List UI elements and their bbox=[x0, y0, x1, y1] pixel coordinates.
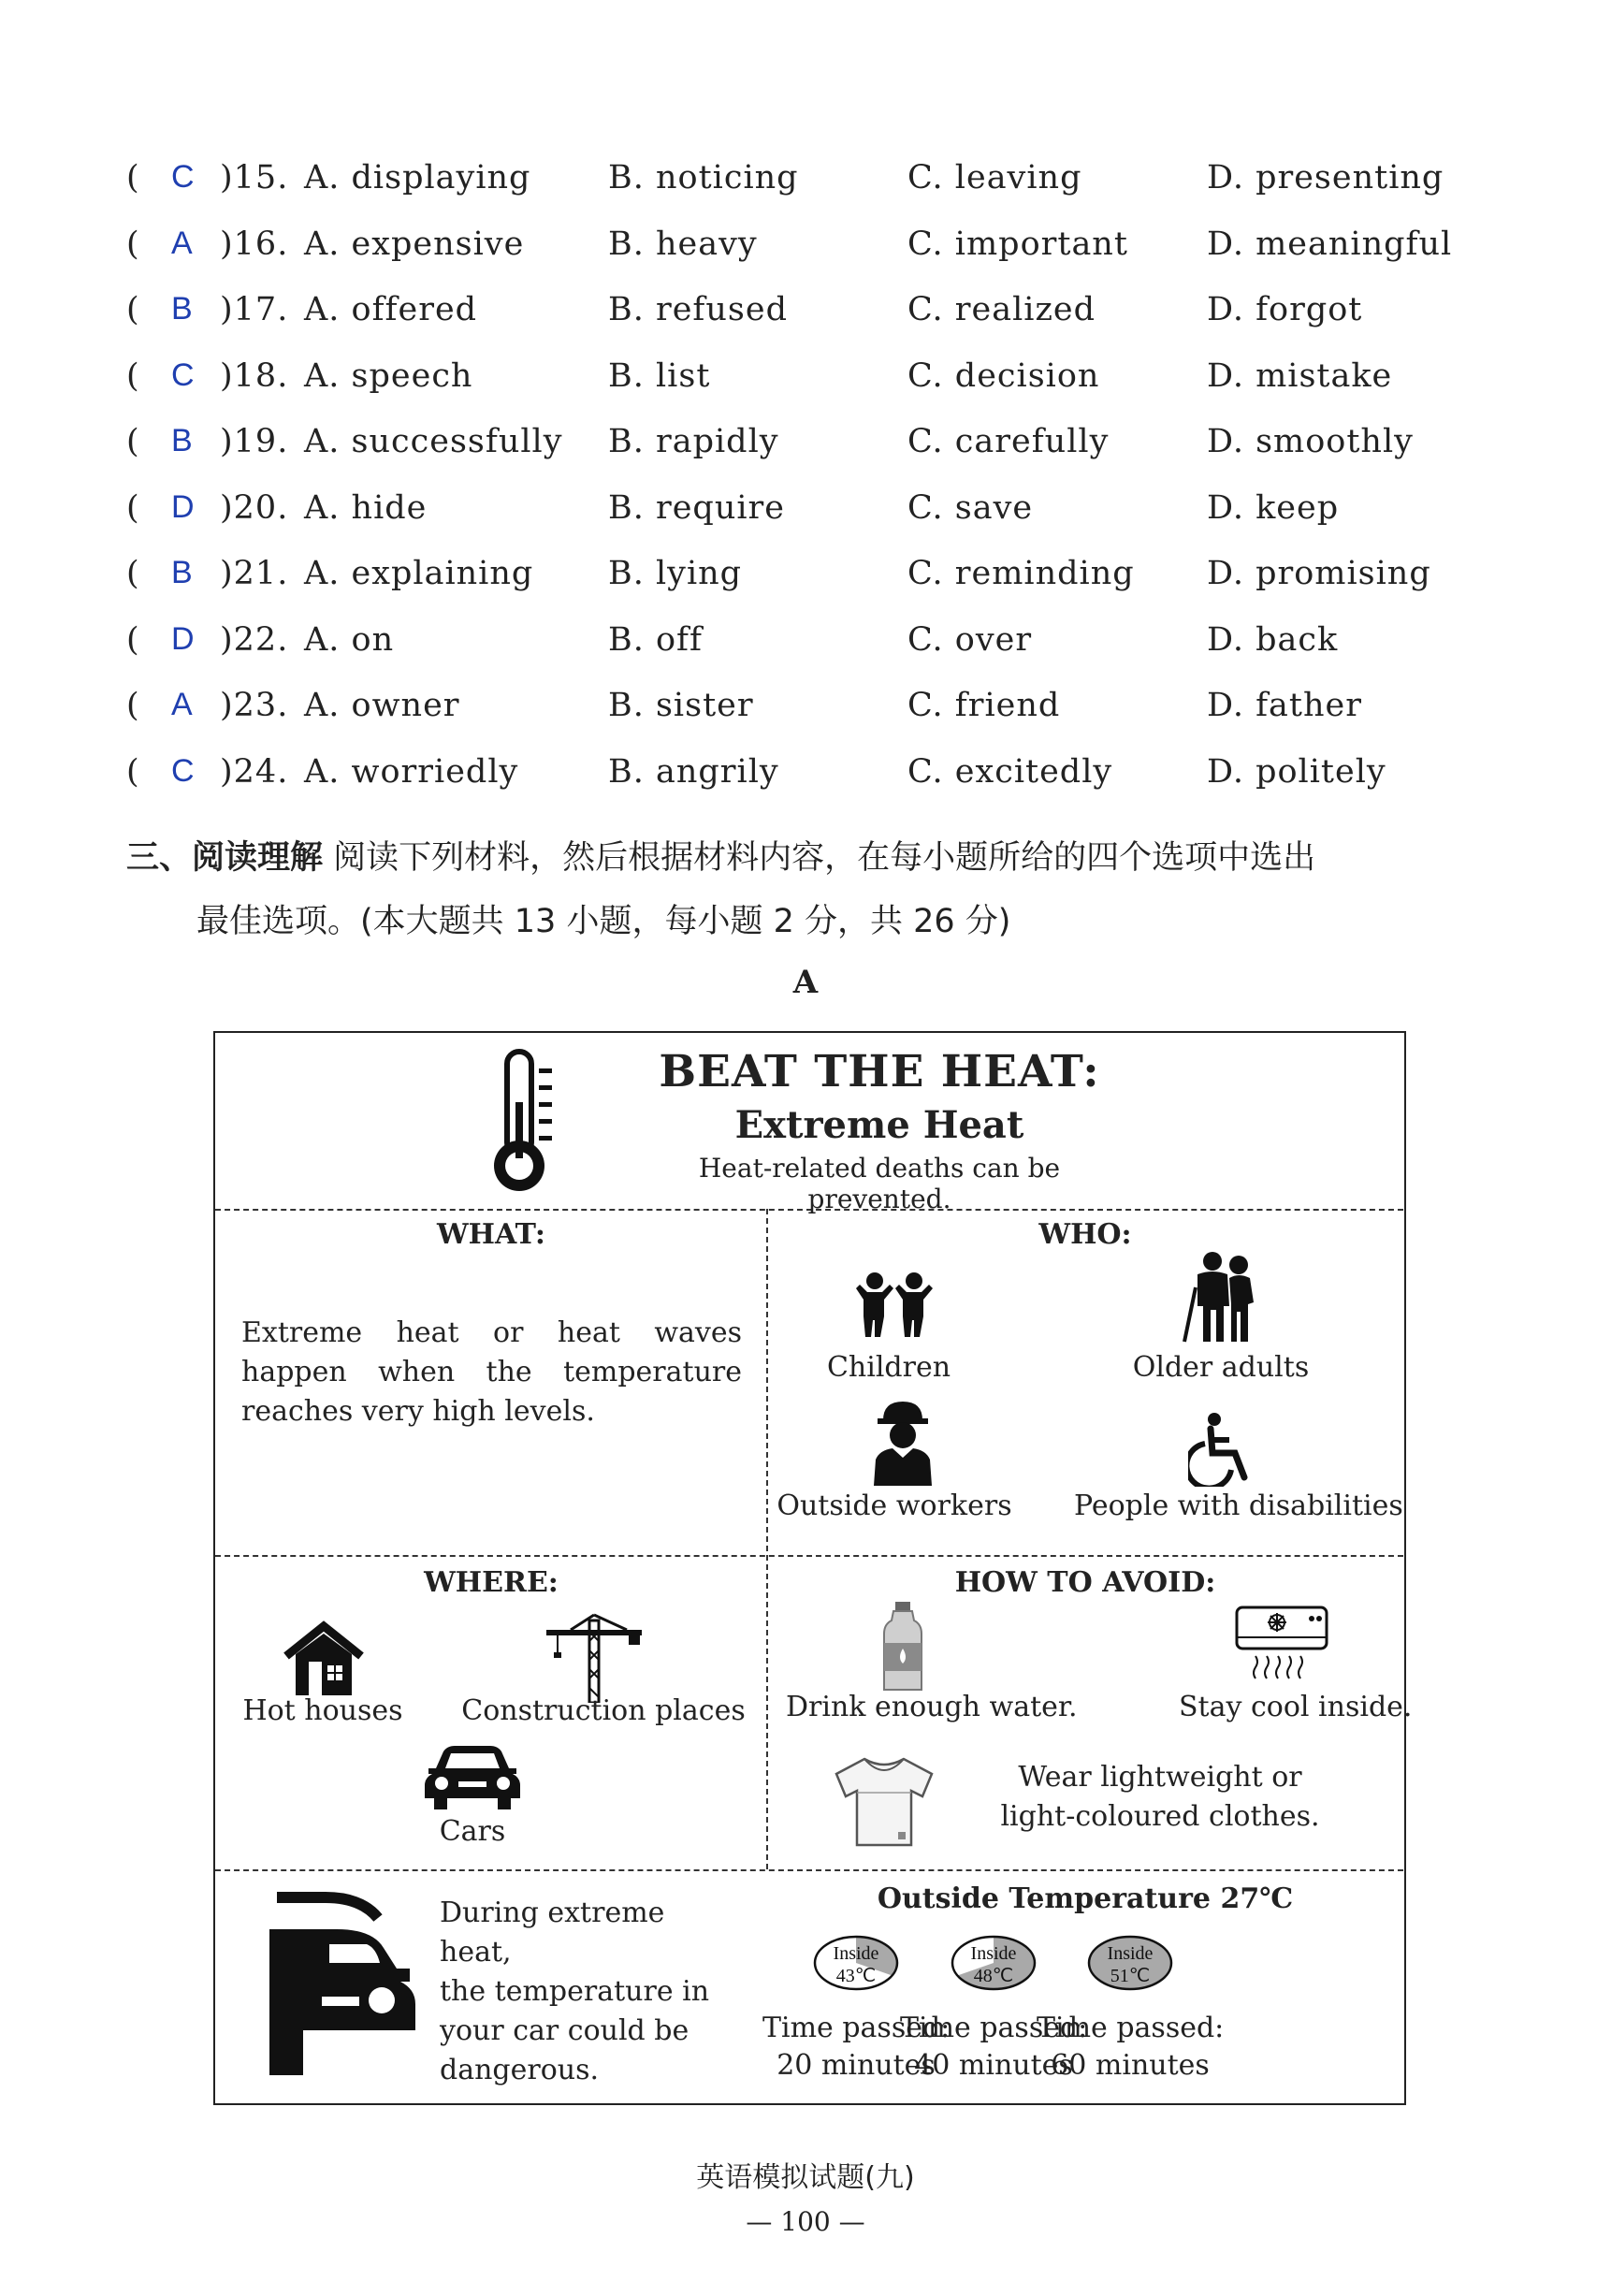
option-a: A. owner bbox=[304, 687, 460, 724]
reading-section-header bbox=[126, 826, 1511, 953]
question-number: )19. bbox=[220, 423, 289, 460]
option-b: B. angrily bbox=[608, 752, 779, 791]
answer-letter: A bbox=[171, 225, 194, 261]
question-row bbox=[126, 291, 1511, 357]
open-paren: ( bbox=[126, 225, 140, 263]
avoid-drink-water: Drink enough water. bbox=[786, 1691, 1078, 1723]
option-c: C. decision bbox=[907, 356, 1100, 395]
house-icon bbox=[281, 1620, 367, 1701]
gauge-temp: 51℃ bbox=[1110, 1966, 1151, 1986]
open-paren: ( bbox=[126, 555, 140, 592]
gauge-time: 20 minutes bbox=[776, 2049, 936, 2082]
option-d: D. promising bbox=[1207, 555, 1431, 592]
question-row bbox=[126, 357, 1511, 424]
how-to-avoid-heading: HOW TO AVOID: bbox=[954, 1566, 1216, 1599]
who-people-with-disabilities: People with disabilities bbox=[1074, 1489, 1403, 1522]
option-d: D. smoothly bbox=[1207, 423, 1414, 460]
divider bbox=[766, 1209, 768, 1869]
question-number: )18. bbox=[220, 356, 289, 395]
option-d: D. keep bbox=[1207, 488, 1340, 527]
question-number: )22. bbox=[220, 620, 289, 659]
who-older-adults: Older adults bbox=[1132, 1351, 1310, 1384]
answer-letter: D bbox=[171, 620, 196, 657]
car-text-line: dangerous. bbox=[440, 2054, 600, 2086]
option-b: B. rapidly bbox=[608, 423, 779, 460]
answer-letter: A bbox=[171, 687, 194, 722]
option-a: A. offered bbox=[304, 291, 478, 328]
option-c: C. friend bbox=[907, 687, 1061, 724]
poster-title: BEAT THE HEAT: bbox=[659, 1046, 1100, 1097]
question-number: )21. bbox=[220, 555, 289, 592]
answer-letter: B bbox=[171, 555, 194, 590]
where-heading: WHERE: bbox=[424, 1566, 559, 1599]
question-list bbox=[126, 159, 1511, 819]
option-b: B. noticing bbox=[608, 159, 799, 196]
gauge-time: 40 minutes bbox=[914, 2049, 1073, 2082]
answer-letter: C bbox=[171, 159, 196, 195]
avoid-light-coloured: light-coloured clothes. bbox=[1000, 1800, 1320, 1833]
temperature-gauge bbox=[949, 1933, 1038, 1998]
open-paren: ( bbox=[126, 488, 140, 527]
question-number: )15. bbox=[220, 159, 289, 196]
option-a: A. speech bbox=[304, 356, 473, 395]
heat-poster bbox=[213, 1031, 1413, 2105]
option-d: D. presenting bbox=[1207, 159, 1444, 196]
option-c: C. important bbox=[907, 225, 1128, 263]
avoid-stay-cool: Stay cool inside. bbox=[1179, 1691, 1413, 1723]
option-b: B. lying bbox=[608, 555, 743, 592]
section-instruction: 阅读下列材料，然后根据材料内容，在每小题所给的四个选项中选出 bbox=[333, 839, 1316, 877]
question-row bbox=[126, 621, 1511, 688]
car-text-line: During extreme heat, bbox=[440, 1896, 665, 1969]
water-bottle-icon bbox=[882, 1600, 923, 1697]
option-a: A. hide bbox=[304, 488, 428, 527]
temperature-gauge bbox=[811, 1933, 901, 1998]
who-outside-workers: Outside workers bbox=[776, 1489, 1012, 1522]
gauge-temp: 43℃ bbox=[835, 1966, 877, 1986]
open-paren: ( bbox=[126, 620, 140, 659]
air-conditioner-icon bbox=[1235, 1606, 1328, 1686]
question-number: )16. bbox=[220, 225, 289, 263]
who-children: Children bbox=[826, 1351, 951, 1384]
who-heading: WHO: bbox=[1038, 1218, 1132, 1251]
gauge-temp: 48℃ bbox=[973, 1966, 1014, 1986]
option-a: A. on bbox=[304, 620, 395, 659]
car-text-line: your car could be bbox=[440, 2014, 689, 2047]
open-paren: ( bbox=[126, 752, 140, 791]
gauge-inside-label: Inside bbox=[970, 1943, 1017, 1964]
question-number: )20. bbox=[220, 488, 289, 527]
question-row bbox=[126, 159, 1511, 225]
poster-subtitle: Extreme Heat bbox=[734, 1103, 1024, 1147]
where-cars: Cars bbox=[439, 1815, 506, 1848]
option-c: C. realized bbox=[907, 291, 1096, 328]
option-a: A. expensive bbox=[304, 225, 525, 263]
answer-letter: C bbox=[171, 356, 196, 393]
car-icon bbox=[423, 1744, 522, 1815]
question-row bbox=[126, 687, 1511, 753]
question-row bbox=[126, 489, 1511, 556]
answer-letter: D bbox=[171, 488, 196, 525]
gauge-time: 60 minutes bbox=[1051, 2049, 1210, 2082]
car-text-line: the temperature in bbox=[440, 1975, 710, 2008]
open-paren: ( bbox=[126, 687, 140, 724]
avoid-wear-lightweight: Wear lightweight or bbox=[1018, 1761, 1302, 1794]
hot-car-icon bbox=[269, 1892, 419, 2083]
option-c: C. carefully bbox=[907, 423, 1110, 460]
gauge-time-label: Time passed: bbox=[900, 2012, 1088, 2044]
footer-title: 英语模拟试题(九) bbox=[696, 2161, 915, 2194]
answer-letter: B bbox=[171, 291, 194, 327]
option-b: B. off bbox=[608, 620, 703, 659]
temperature-gauge bbox=[1085, 1933, 1175, 1998]
option-a: A. explaining bbox=[304, 555, 534, 592]
divider bbox=[215, 1869, 1403, 1871]
option-a: A. displaying bbox=[304, 159, 531, 196]
gauge-time-label: Time passed: bbox=[1037, 2012, 1225, 2044]
option-a: A. worriedly bbox=[304, 752, 519, 791]
gauge-time-label: Time passed: bbox=[762, 2012, 951, 2044]
section-title: 三、阅读理解 bbox=[126, 839, 324, 877]
thermometer-icon bbox=[486, 1046, 561, 1199]
gauge-inside-label: Inside bbox=[1107, 1943, 1154, 1964]
option-c: C. save bbox=[907, 488, 1034, 527]
where-hot-houses: Hot houses bbox=[242, 1694, 403, 1727]
question-number: )17. bbox=[220, 291, 289, 328]
worker-icon bbox=[870, 1400, 936, 1489]
open-paren: ( bbox=[126, 159, 140, 196]
option-d: D. father bbox=[1207, 687, 1362, 724]
open-paren: ( bbox=[126, 423, 140, 460]
car-warning-text bbox=[440, 1894, 739, 2090]
option-c: C. reminding bbox=[907, 555, 1135, 592]
crane-icon bbox=[543, 1613, 646, 1707]
page-number: — 100 — bbox=[746, 2206, 865, 2237]
option-b: B. heavy bbox=[608, 225, 758, 263]
option-c: C. excitedly bbox=[907, 752, 1113, 791]
section-instruction-line2: 最佳选项。(本大题共 13 小题，每小题 2 分，共 26 分) bbox=[196, 903, 1011, 940]
option-d: D. mistake bbox=[1207, 356, 1393, 395]
question-number: )23. bbox=[220, 687, 289, 724]
question-row bbox=[126, 555, 1511, 621]
children-icon bbox=[856, 1272, 933, 1343]
option-b: B. require bbox=[608, 488, 785, 527]
what-heading: WHAT: bbox=[436, 1218, 545, 1251]
open-paren: ( bbox=[126, 291, 140, 328]
answer-letter: B bbox=[171, 423, 194, 458]
option-c: C. over bbox=[907, 620, 1033, 659]
question-row bbox=[126, 753, 1511, 820]
question-row bbox=[126, 423, 1511, 489]
where-construction-places: Construction places bbox=[461, 1694, 746, 1727]
open-paren: ( bbox=[126, 356, 140, 395]
gauge-inside-label: Inside bbox=[833, 1943, 879, 1964]
answer-letter: C bbox=[171, 752, 196, 789]
option-b: B. list bbox=[608, 356, 711, 395]
option-d: D. back bbox=[1207, 620, 1339, 659]
option-b: B. sister bbox=[608, 687, 754, 724]
tshirt-icon bbox=[833, 1755, 936, 1853]
divider bbox=[215, 1555, 1403, 1557]
poster-title-block bbox=[646, 1046, 1113, 1214]
option-d: D. meaningful bbox=[1207, 225, 1453, 263]
option-d: D. politely bbox=[1207, 752, 1386, 791]
outside-temperature-label: Outside Temperature 27℃ bbox=[877, 1882, 1294, 1915]
option-b: B. refused bbox=[608, 291, 788, 328]
what-text: Extreme heat or heat waves happen when the temperature reaches very high levels. bbox=[241, 1316, 742, 1428]
question-row bbox=[126, 225, 1511, 292]
question-number: )24. bbox=[220, 752, 289, 791]
passage-label: A bbox=[792, 964, 819, 1001]
poster-tagline: Heat-related deaths can be prevented. bbox=[698, 1153, 1061, 1214]
option-c: C. leaving bbox=[907, 159, 1082, 196]
wheelchair-icon bbox=[1188, 1412, 1263, 1490]
older-adults-icon bbox=[1177, 1250, 1263, 1347]
option-d: D. forgot bbox=[1207, 291, 1363, 328]
option-a: A. successfully bbox=[304, 423, 563, 460]
